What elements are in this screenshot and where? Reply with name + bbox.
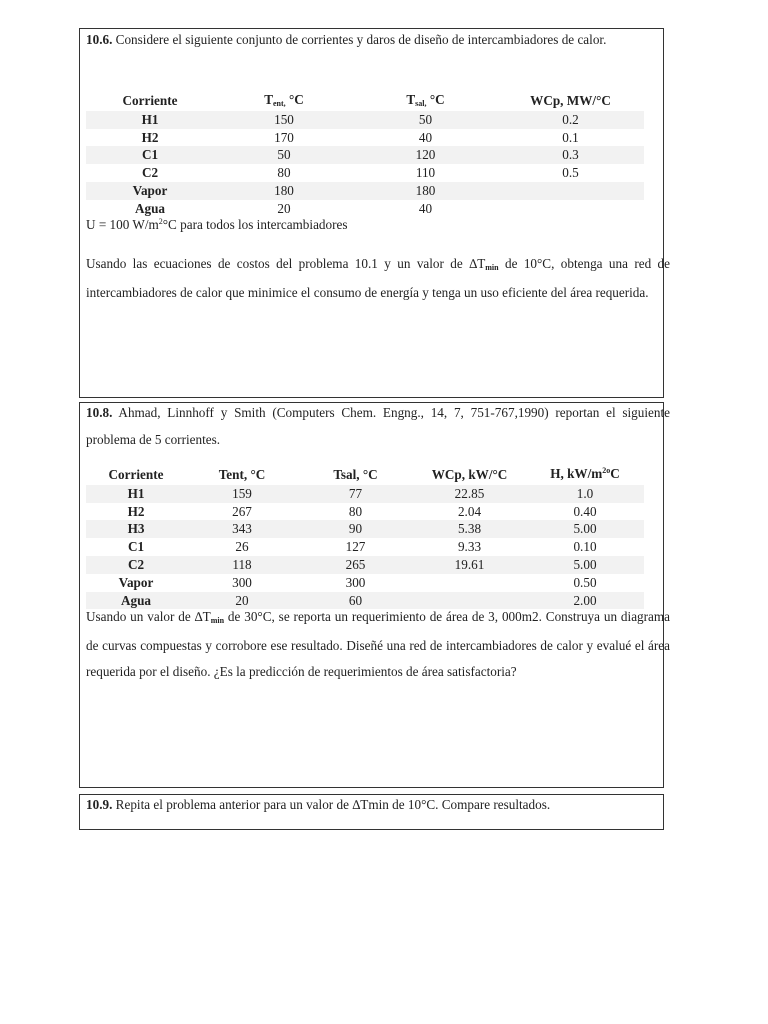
table-row: C2 118 265 19.61 5.00 — [86, 556, 644, 574]
table-row: Agua 20 60 2.00 — [86, 592, 644, 610]
problem-10-6-instructions: Usando las ecuaciones de costos del problema 10.1 y un valor de ∆Tmin de 10°C, obtenga una red de intercambiadores de calor que minimice el consumo de energía y tenga un uso eficiente del área requerida. — [86, 256, 670, 300]
problem-10-6-statement — [86, 27, 670, 54]
problem-10-9-box — [79, 794, 664, 830]
problem-number: 10.6. — [86, 32, 113, 47]
problem-10-9-statement — [86, 792, 670, 819]
col-h: H, $kW/m^{2o}C$ — [550, 466, 620, 481]
problem-10-6-box — [79, 28, 670, 398]
table-row: H1 159 77 22.85 1.0 — [86, 485, 644, 503]
table-row: C1 50 120 0.3 — [86, 146, 644, 164]
u-value-note: U = 100 $W/m^2^\circ C$ para todos los intercambiadores — [86, 217, 348, 232]
problem-10-8-box — [79, 402, 670, 788]
streams-table-10-6 — [86, 91, 644, 218]
col-tent: Tent, °C — [218, 467, 266, 482]
streams-table-10-8 — [86, 465, 644, 609]
col-wcp: WCp, MW/°C — [530, 93, 611, 108]
col-corriente: Corriente — [108, 467, 164, 482]
table-row: Agua 20 40 — [134, 200, 433, 216]
table-row: H3 343 90 5.38 5.00 — [86, 520, 644, 538]
col-wcp: WCp, kW/°C — [431, 467, 508, 482]
table-row: H2 267 80 2.04 0.40 — [127, 503, 597, 519]
col-tent: Tent, °C — [264, 92, 304, 108]
table-row: Vapor 300 300 0.50 — [118, 574, 597, 590]
table-header-row — [86, 465, 644, 485]
table-row: C2 80 110 0.5 — [141, 165, 579, 181]
problem-10-8-instructions: Usando un valor de ∆Tmin de 30°C, se reporta un requerimiento de área de 3, 000m2. Construya un diagrama de curvas compuestas y corrobore ese resultado. Diseñé una red de intercambiadores de calor y evalué el área requerida por el diseño. ¿Es la predicción de requerimientos de área satisfactoria? — [86, 609, 670, 679]
problem-text: Considere el siguiente conjunto de corrientes y daros de diseño de intercambiadores de calor. — [115, 32, 607, 47]
problem-text: Repita el problema anterior para un valor de ∆Tmin de 10°C. Compare resultados. — [115, 797, 551, 812]
table-row: C1 26 127 9.33 0.10 — [127, 539, 597, 555]
problem-number: 10.9. — [86, 797, 113, 812]
table-row: H2 170 40 0.1 — [141, 129, 579, 145]
problem-text: Ahmad, Linnhoff y Smith (Computers Chem. Engng., 14, 7, 751-767,1990) reportan el siguiente problema de 5 corrientes. — [86, 405, 670, 447]
problem-number: 10.8. — [86, 405, 113, 420]
problem-10-8-statement — [86, 400, 670, 453]
col-corriente: Corriente — [122, 93, 178, 108]
table-row: Vapor 180 180 — [86, 182, 644, 200]
col-tsal: Tsal, °C — [406, 92, 445, 108]
col-tsal: Tsal, °C — [333, 467, 378, 482]
table-header-row — [86, 91, 644, 111]
table-row: H1 150 50 0.2 — [86, 111, 644, 129]
